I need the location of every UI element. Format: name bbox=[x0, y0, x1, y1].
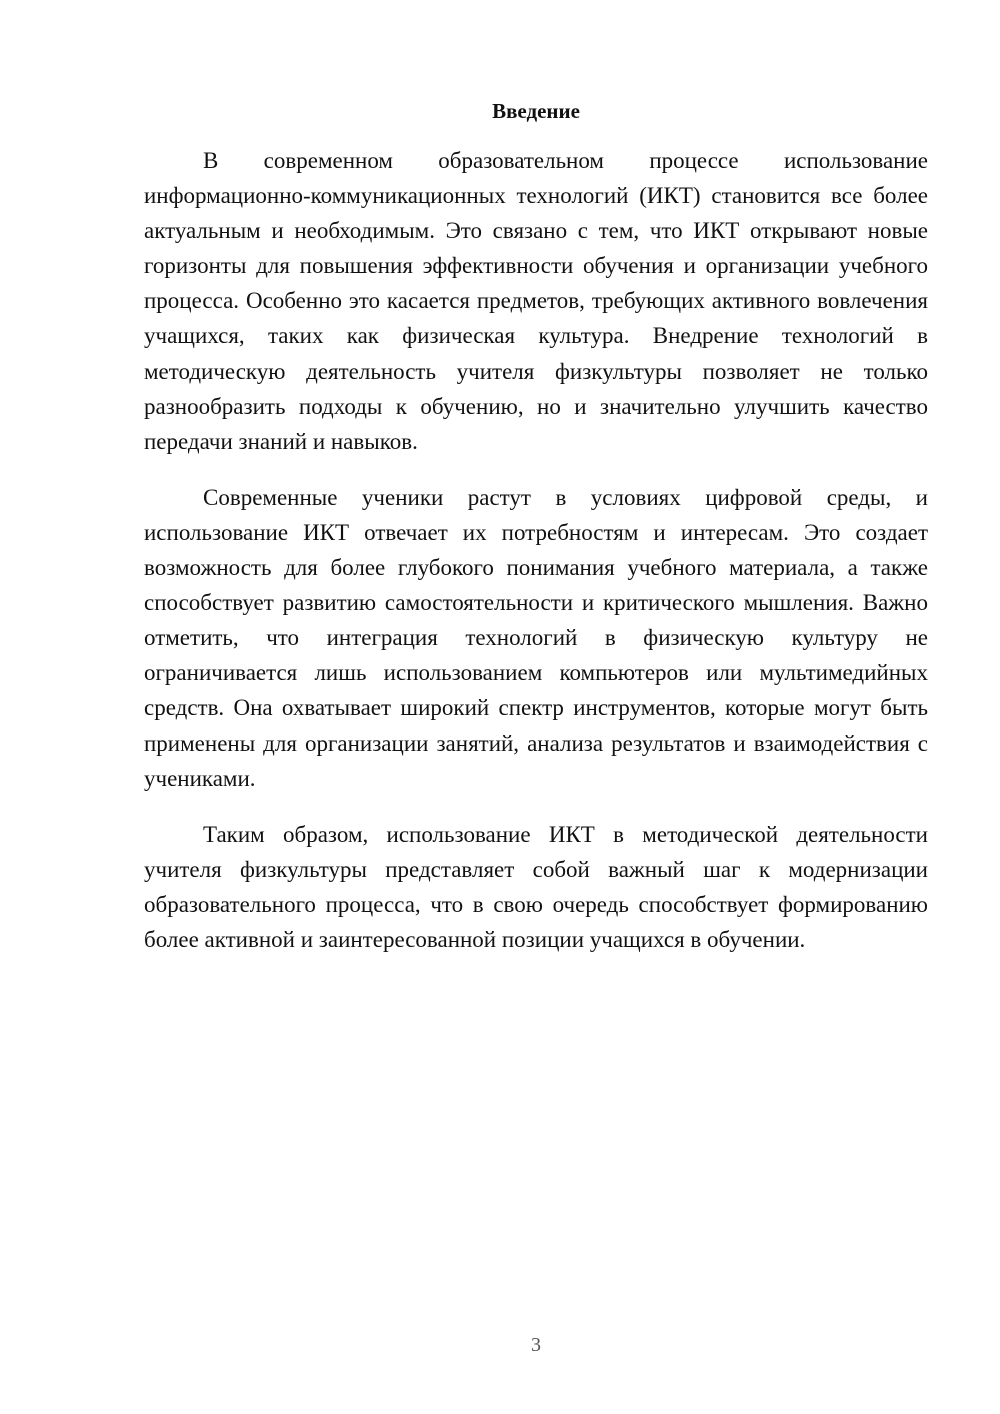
document-body bbox=[144, 143, 928, 978]
paragraph-3: Таким образом, использование ИКТ в методической деятельности учителя физкультуры представляет собой важный шаг к модернизации образовательного процесса, что в свою очередь способствует формированию более активной и заинтересованной позиции учащихся в обучении. bbox=[144, 821, 928, 952]
paragraph-2: Современные ученики растут в условиях цифровой среды, и использование ИКТ отвечает их потребностям и интересам. Это создает возможность для более глубокого понимания учебного материала, а также способствует развитию самостоятельности и критического мышления. Важно отметить, что интеграция технологий в физическую культуру не ограничивается лишь использованием компьютеров или мультимедийных средств. Она охватывает широкий спектр инструментов, которые могут быть применены для организации занятий, анализа результатов и взаимодействия с учениками. bbox=[144, 484, 928, 791]
page-title: Введение bbox=[492, 99, 580, 123]
page-number: 3 bbox=[531, 1334, 541, 1356]
paragraph-1: В современном образовательном процессе использование информационно-коммуникационных технологий (ИКТ) становится все более актуальным и необходимым. Это связано с тем, что ИКТ открывают новые горизонты для повышения эффективности обучения и организации учебного процесса. Особенно это касается предметов, требующих активного вовлечения учащихся, таких как физическая культура. Внедрение технологий в методическую деятельность учителя физкультуры позволяет не только разнообразить подходы к обучению, но и значительно улучшить качество передачи знаний и навыков. bbox=[144, 148, 928, 454]
